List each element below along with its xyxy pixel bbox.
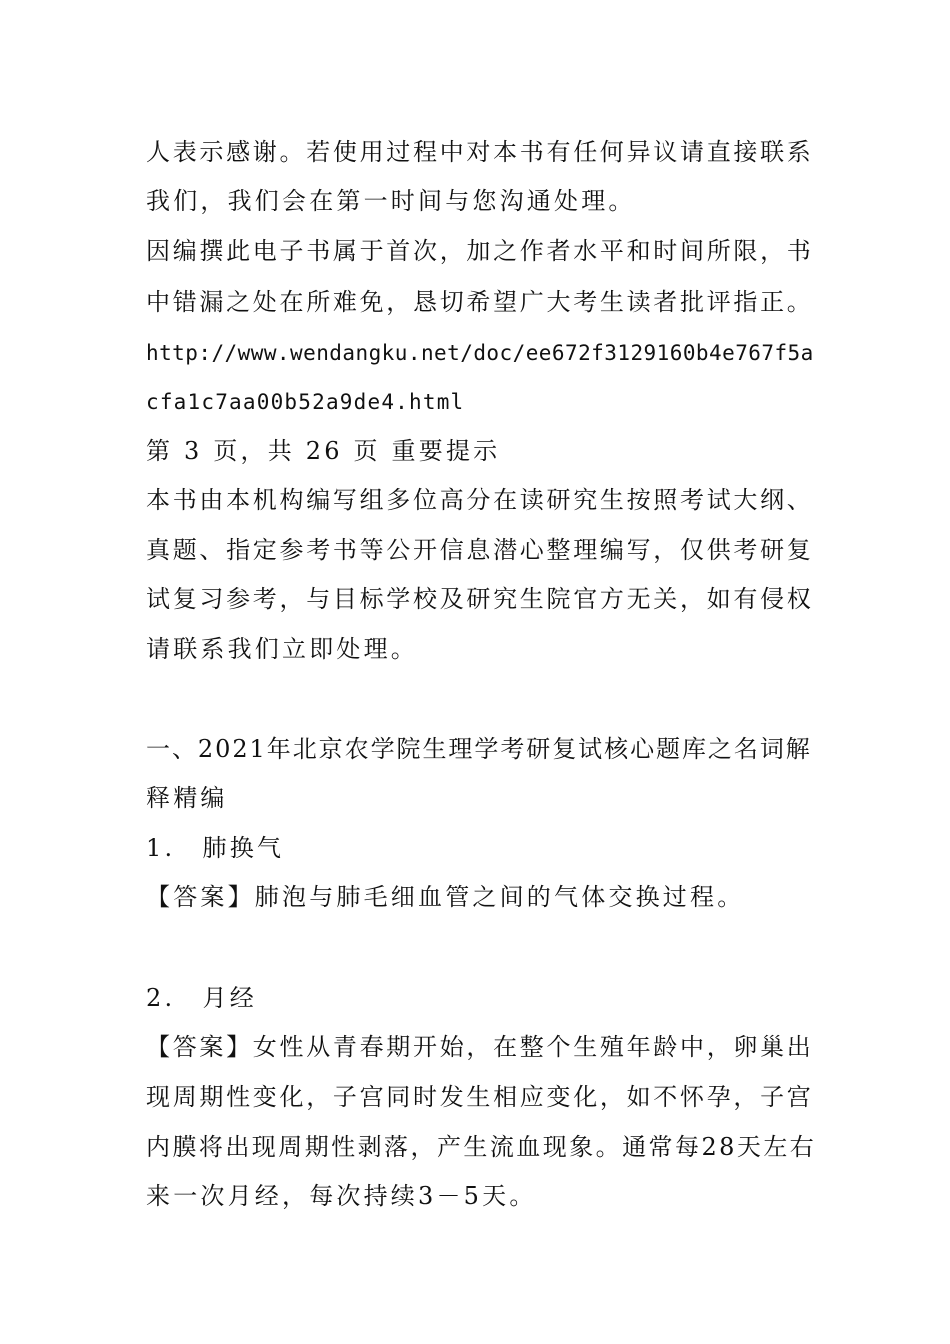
notice-line: 真题、指定参考书等公开信息潜心整理编写，仅供考研复 [146,536,814,564]
source-url-line: cfa1c7aa00b52a9de4.html [146,390,465,414]
answer-line: 来一次月经，每次持续3－5天。 [146,1182,537,1210]
paragraph-line: 我们，我们会在第一时间与您沟通处理。 [146,187,636,215]
answer-line: 【答案】肺泡与肺毛细血管之间的气体交换过程。 [146,883,745,911]
notice-line: 请联系我们立即处理。 [146,635,418,663]
source-url-line: http://www.wendangku.net/doc/ee672f3129160b4e767f5a [146,341,814,365]
notice-line: 试复习参考，与目标学校及研究生院官方无关，如有侵权 [146,585,814,613]
section-heading: 一、2021年北京农学院生理学考研复试核心题库之名词解 [146,735,812,763]
section-heading: 释精编 [146,784,228,812]
answer-line: 【答案】女性从青春期开始，在整个生殖年龄中，卵巢出 [146,1033,814,1061]
term-heading: 2. 月经 [146,984,257,1012]
paragraph-line: 人表示感谢。若使用过程中对本书有任何异议请直接联系 [146,138,814,166]
paragraph-line: 因编撰此电子书属于首次，加之作者水平和时间所限，书 [146,237,814,265]
notice-line: 本书由本机构编写组多位高分在读研究生按照考试大纲、 [146,486,814,514]
answer-line: 内膜将出现周期性剥落，产生流血现象。通常每28天左右 [146,1133,817,1161]
term-heading: 1. 肺换气 [146,834,285,862]
page-indicator-heading: 第 3 页，共 26 页 重要提示 [146,437,501,465]
paragraph-line: 中错漏之处在所难免，恳切希望广大考生读者批评指正。 [146,288,814,316]
answer-line: 现周期性变化，子宫同时发生相应变化，如不怀孕，子宫 [146,1083,814,1111]
